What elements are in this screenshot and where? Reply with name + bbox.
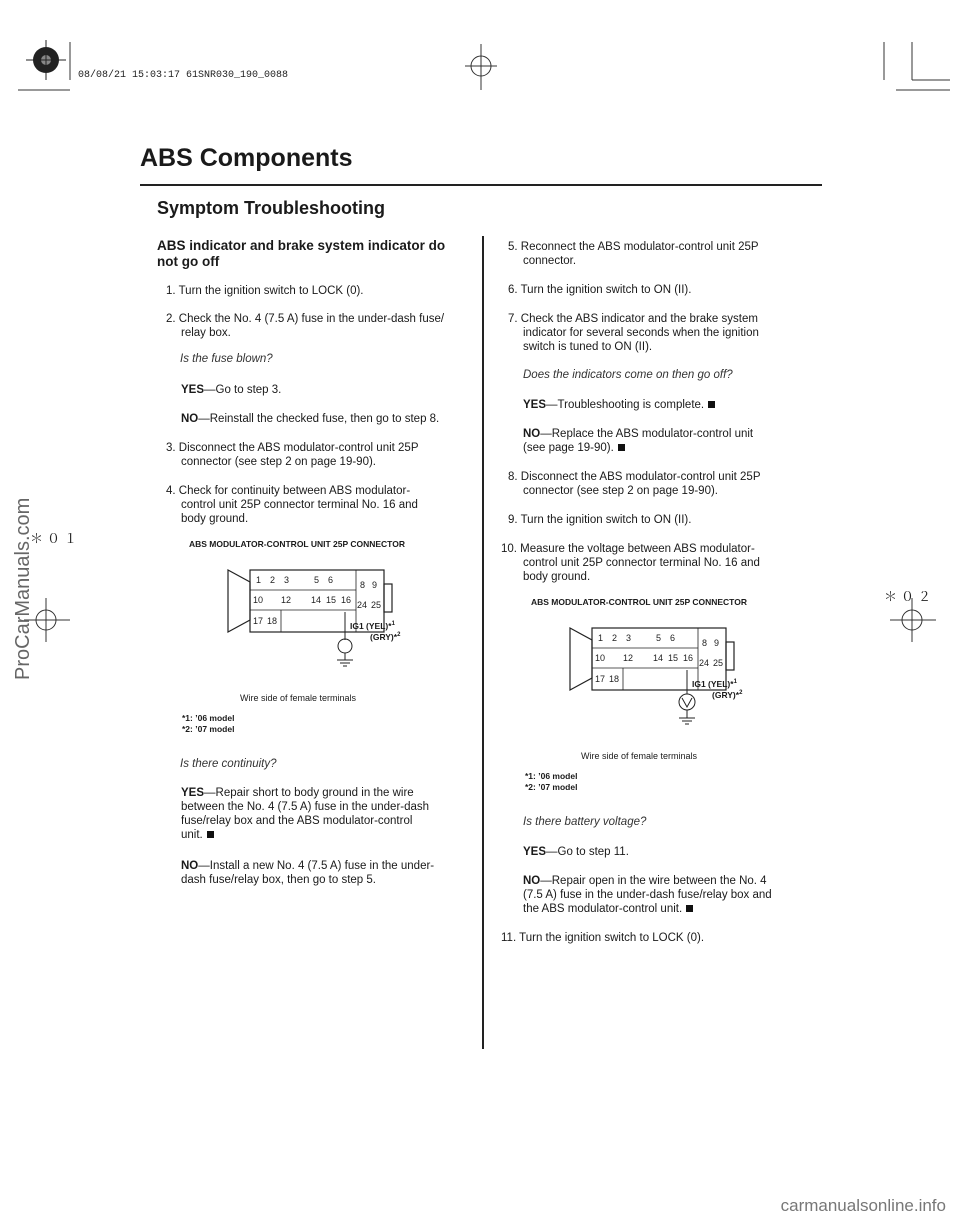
- pin-1: 1: [598, 633, 604, 643]
- pin-3: 3: [626, 633, 632, 643]
- end-square-icon: [207, 831, 214, 838]
- end-square-icon: [686, 905, 693, 912]
- step-6: 6. Turn the ignition switch to ON (II).: [508, 284, 692, 296]
- no-label: NO: [523, 875, 541, 887]
- pin-24: 24: [699, 658, 710, 668]
- step-8-line-1: 8. Disconnect the ABS modulator-control unit 25P: [508, 471, 761, 483]
- pin-15: 15: [668, 653, 679, 663]
- pin-8: 8: [702, 638, 708, 648]
- side-watermark-url: ProCarManuals.com: [12, 497, 34, 680]
- pin-3: 3: [284, 575, 290, 585]
- q4-no-row: NO—Repair open in the wire between the No. 4: [523, 875, 767, 887]
- connector-title-left: ABS MODULATOR-CONTROL UNIT 25P CONNECTOR: [189, 539, 405, 549]
- step-4-line-1: 4. Check for continuity between ABS modulator-: [166, 485, 411, 497]
- yes-label: YES: [181, 384, 205, 396]
- no-label: NO: [181, 860, 199, 872]
- pin-12: 12: [281, 595, 292, 605]
- pin-17: 17: [253, 616, 264, 626]
- pin-18: 18: [267, 616, 278, 626]
- pin-25: 25: [371, 600, 382, 610]
- step-5-line-2: connector.: [523, 255, 577, 267]
- pin-10: 10: [595, 653, 606, 663]
- end-square-icon: [618, 444, 625, 451]
- q2-yes-text-1: Repair short to body ground in the wire: [215, 787, 414, 799]
- sup-1: 1: [391, 621, 395, 627]
- connector-diagram-right: [562, 618, 752, 728]
- model-note-1-left: *1: ’06 model: [182, 713, 235, 723]
- q1-yes-row: YES—Go to step 3.: [181, 384, 282, 396]
- step-7-line-3: switch is tuned to ON (II).: [523, 341, 653, 353]
- step-9: 9. Turn the ignition switch to ON (II).: [508, 514, 692, 526]
- question-fuse-blown: Is the fuse blown?: [180, 353, 273, 365]
- q4-yes-text: Go to step 11.: [557, 846, 629, 858]
- q3-no-row-end: [523, 441, 625, 456]
- no-label: NO: [523, 428, 541, 440]
- step-11: 11. Turn the ignition switch to LOCK (0).: [501, 932, 705, 944]
- sup-2: 2: [397, 632, 401, 638]
- model-note-2-right: *2: ’07 model: [525, 782, 578, 792]
- q4-no-text-1: Repair open in the wire between the No. 4: [551, 875, 767, 887]
- section-title: [157, 238, 445, 270]
- diagram-caption-right: Wire side of female terminals: [581, 751, 698, 761]
- pin-9: 9: [714, 638, 720, 648]
- step-8-line-2: connector (see step 2 on page 19-90).: [523, 485, 718, 497]
- step-3-line-1: 3. Disconnect the ABS modulator-control unit 25P: [166, 442, 419, 454]
- q4-no-row-end: [523, 902, 693, 917]
- q1-no-text: Reinstall the checked fuse, then go to step 8.: [209, 413, 440, 425]
- pin-14: 14: [311, 595, 322, 605]
- pin-15: 15: [326, 595, 337, 605]
- step-10-line-2: control unit 25P connector terminal No. 16 and: [523, 557, 760, 569]
- q3-no-text-2: (see page 19-90).: [523, 442, 614, 454]
- yes-label: YES: [523, 846, 547, 858]
- model-note-2-left: *2: ’07 model: [182, 724, 235, 734]
- q2-yes-text-4: unit.: [181, 829, 203, 841]
- no-label: NO: [181, 413, 199, 425]
- crop-mark-top-right: [884, 42, 950, 90]
- q2-no-text-2: dash fuse/relay box, then go to step 5.: [181, 874, 376, 886]
- step-7-line-1: 7. Check the ABS indicator and the brake system: [508, 313, 758, 325]
- pin-2: 2: [612, 633, 618, 643]
- step-2-line-1: 2. Check the No. 4 (7.5 A) fuse in the under-dash fuse/: [166, 313, 445, 325]
- pin-12: 12: [623, 653, 634, 663]
- q2-yes-text-3: fuse/relay box and the ABS modulator-control: [181, 815, 413, 827]
- step-4-line-2: control unit 25P connector terminal No. 16 and: [181, 499, 418, 511]
- q3-no-row: NO—Replace the ABS modulator-control unit: [523, 428, 754, 440]
- q4-no-text-2: (7.5 A) fuse in the under-dash fuse/relay box and: [523, 889, 772, 901]
- pin-18: 18: [609, 674, 620, 684]
- step-7-line-2: indicator for several seconds when the ignition: [523, 327, 759, 339]
- wire-label-1-text: IG1 (YEL)*: [692, 678, 734, 689]
- yes-label: YES: [181, 787, 205, 799]
- pin-5: 5: [314, 575, 320, 585]
- q2-yes-row: YES—Repair short to body ground in the wire: [181, 787, 414, 799]
- step-5-line-1: 5. Reconnect the ABS modulator-control unit 25P: [508, 241, 759, 253]
- diagram-caption-left: Wire side of female terminals: [240, 693, 357, 703]
- step-1: 1. Turn the ignition switch to LOCK (0).: [166, 285, 364, 297]
- wire-label-2-left: [370, 628, 400, 645]
- page-subtitle: Symptom Troubleshooting: [157, 198, 385, 218]
- pin-16: 16: [683, 653, 694, 663]
- pin-10: 10: [253, 595, 264, 605]
- q4-no-text-3: the ABS modulator-control unit.: [523, 903, 683, 915]
- step-3-line-2: connector (see step 2 on page 19-90).: [181, 456, 376, 468]
- connector-diagram-left: [220, 560, 410, 670]
- q2-no-row: NO—Install a new No. 4 (7.5 A) fuse in the under-: [181, 860, 435, 872]
- model-note-1-right: *1: ’06 model: [525, 771, 578, 781]
- marker-right: ＊０２: [884, 590, 936, 605]
- print-stamp: 08/08/21 15:03:17 61SNR030_190_0088: [78, 70, 289, 81]
- ground-icon-left: [337, 639, 353, 666]
- target-icon-top-left: [26, 40, 66, 80]
- q2-yes-text-2: between the No. 4 (7.5 A) fuse in the under-dash: [181, 801, 430, 813]
- pin-17: 17: [595, 674, 606, 684]
- pin-2: 2: [270, 575, 276, 585]
- pin-14: 14: [653, 653, 664, 663]
- pin-9: 9: [372, 580, 378, 590]
- q3-yes-row: YES—Troubleshooting is complete.: [523, 398, 715, 413]
- sup-1: 1: [733, 679, 737, 685]
- q2-yes-row-end: [181, 828, 214, 843]
- q3-no-text-1: Replace the ABS modulator-control unit: [551, 428, 754, 440]
- voltmeter-icon-right: [679, 694, 695, 724]
- marker-left: ＊０１: [30, 532, 82, 547]
- pin-16: 16: [341, 595, 352, 605]
- q1-no-row: NO—Reinstall the checked fuse, then go to step 8.: [181, 413, 440, 425]
- q3-yes-text: Troubleshooting is complete.: [557, 399, 705, 411]
- pin-24: 24: [357, 600, 368, 610]
- q2-no-text-1: Install a new No. 4 (7.5 A) fuse in the under-: [209, 860, 435, 872]
- q4-yes-row: YES—Go to step 11.: [523, 846, 629, 858]
- pin-6: 6: [670, 633, 676, 643]
- wire-label-2-text: (GRY)*: [712, 689, 740, 700]
- yes-label: YES: [523, 399, 547, 411]
- question-continuity: Is there continuity?: [180, 758, 277, 770]
- footer-watermark-url: carmanualsonline.info: [780, 1196, 946, 1215]
- wire-label-2-right: [712, 686, 742, 703]
- step-10-line-3: body ground.: [523, 571, 591, 583]
- question-battery-voltage: Is there battery voltage?: [523, 816, 647, 828]
- section-title-line-2: not go off: [157, 254, 220, 269]
- end-square-icon: [708, 401, 715, 408]
- pin-25: 25: [713, 658, 724, 668]
- pin-8: 8: [360, 580, 366, 590]
- step-10-line-1: 10. Measure the voltage between ABS modulator-: [501, 543, 755, 555]
- pin-1: 1: [256, 575, 262, 585]
- sup-2: 2: [739, 690, 743, 696]
- section-title-line-1: ABS indicator and brake system indicator do: [157, 238, 446, 253]
- crosshair-icon-top: [465, 44, 497, 90]
- step-2-line-2: relay box.: [181, 327, 231, 339]
- step-4-line-3: body ground.: [181, 513, 249, 525]
- pin-6: 6: [328, 575, 334, 585]
- q1-yes-text: Go to step 3.: [215, 384, 282, 396]
- connector-title-right: ABS MODULATOR-CONTROL UNIT 25P CONNECTOR: [531, 597, 747, 607]
- wire-label-1-text: IG1 (YEL)*: [350, 620, 392, 631]
- pin-5: 5: [656, 633, 662, 643]
- page-title: ABS Components: [140, 144, 353, 172]
- wire-label-2-text: (GRY)*: [370, 631, 398, 642]
- question-indicators: Does the indicators come on then go off?: [523, 369, 733, 381]
